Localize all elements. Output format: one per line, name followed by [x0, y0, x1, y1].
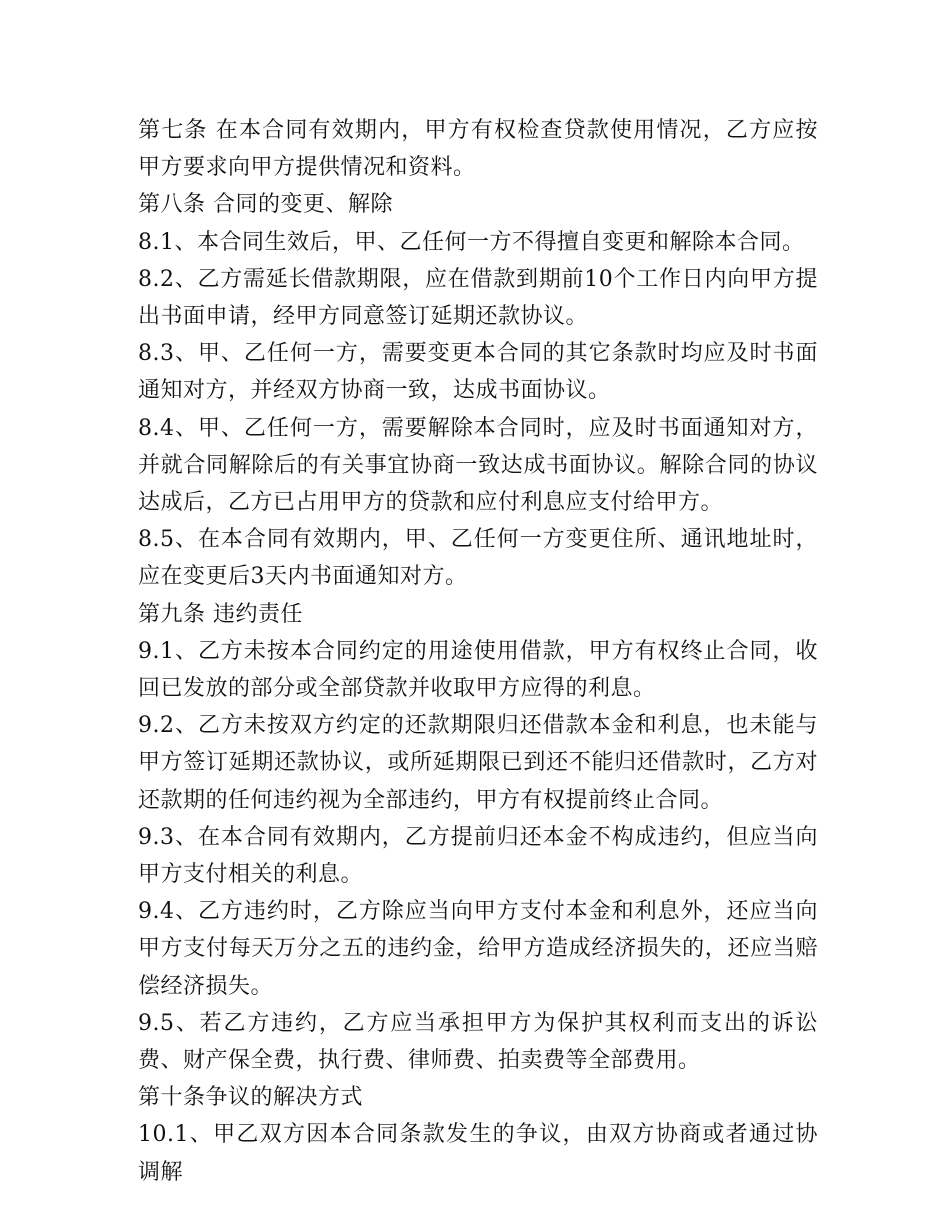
clause-8-4-paragraph: 8.4、甲、乙任何一方，需要解除本合同时，应及时书面通知对方，并就合同解除后的有关事宜协商一致达成书面协议。解除合同的协议达成后，乙方已占用甲方的贷款和应付利息应支付给甲方。: [138, 415, 818, 516]
contract-text-body: [138, 112, 818, 1191]
article-10-heading: 第十条争议的解决方式: [138, 1085, 364, 1111]
clause-9-3-paragraph: 9.3、在本合同有效期内，乙方提前归还本金不构成违约，但应当向甲方支付相关的利息。: [138, 824, 818, 888]
clause-9-1-paragraph: 9.1、乙方未按本合同约定的用途使用借款，甲方有权终止合同，收回已发放的部分或全部贷款并收取甲方应得的利息。: [138, 638, 818, 702]
clause-8-3-paragraph: 8.3、甲、乙任何一方，需要变更本合同的其它条款时均应及时书面通知对方，并经双方协商一致，达成书面协议。: [138, 341, 818, 404]
article-8-heading: 第八条 合同的变更、解除: [138, 192, 393, 218]
clause-9-5-paragraph: 9.5、若乙方违约，乙方应当承担甲方为保护其权利而支出的诉讼费、财产保全费，执行费、律师费、拍卖费等全部费用。: [138, 1010, 818, 1074]
clause-9-2-paragraph: 9.2、乙方未按双方约定的还款期限归还借款本金和利息，也未能与甲方签订延期还款协议，或所延期限已到还不能归还借款时，乙方对还款期的任何违约视为全部违约，甲方有权提前终止合同。: [138, 713, 818, 813]
clause-8-1-paragraph: 8.1、本合同生效后，甲、乙任何一方不得擅自变更和解除本合同。: [138, 229, 805, 255]
clause-9-4-paragraph: 9.4、乙方违约时，乙方除应当向甲方支付本金和利息外，还应当向甲方支付每天万分之五的违约金，给甲方造成经济损失的，还应当赔偿经济损失。: [138, 899, 818, 999]
clause-8-2-paragraph: 8.2、乙方需延长借款期限，应在借款到期前10个工作日内向甲方提出书面申请，经甲方同意签订延期还款协议。: [138, 266, 818, 330]
clause-10-1-paragraph: 10.1、甲乙双方因本合同条款发生的争议，由双方协商或者通过协调解: [138, 1122, 818, 1185]
clause-8-5-paragraph: 8.5、在本合同有效期内，甲、乙任何一方变更住所、通讯地址时，应在变更后3天内书面通知对方。: [138, 527, 818, 590]
article-9-heading: 第九条 违约责任: [138, 601, 303, 627]
article-7-paragraph: 第七条 在本合同有效期内，甲方有权检查贷款使用情况，乙方应按甲方要求向甲方提供情况和资料。: [138, 118, 818, 181]
